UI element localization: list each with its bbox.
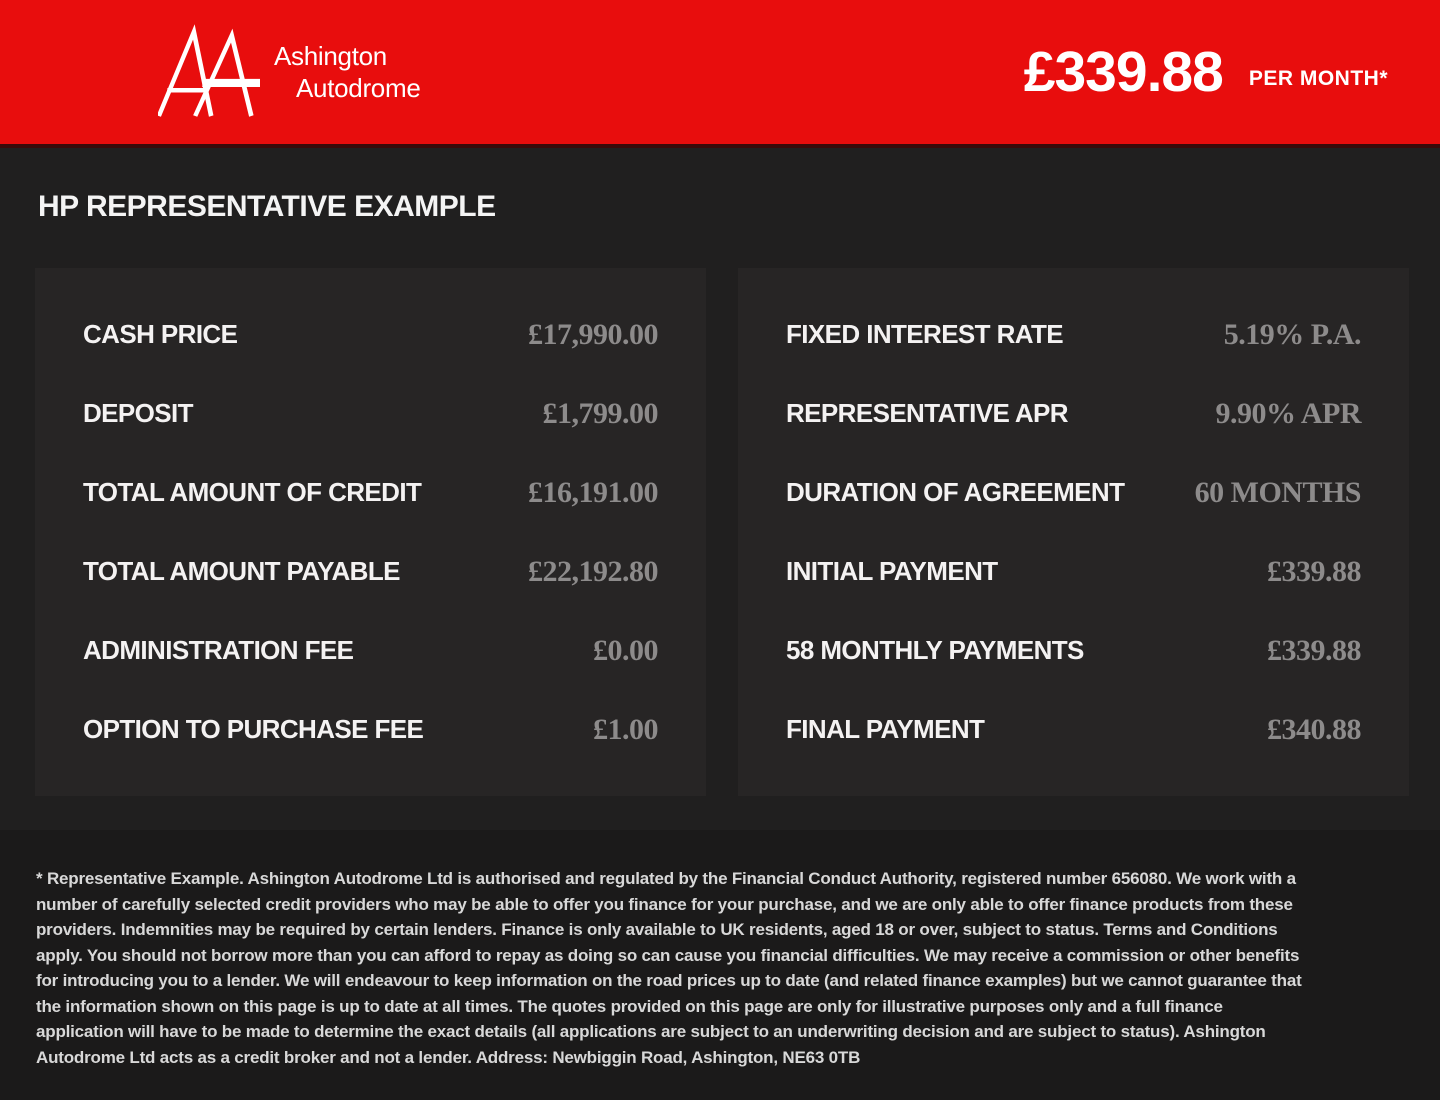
finance-value: 60 MONTHS [1194,475,1361,509]
finance-value: £1,799.00 [542,396,658,430]
finance-panels [35,268,1409,796]
finance-label: FINAL PAYMENT [786,714,985,744]
brand [158,22,420,122]
monthly-price [1024,39,1388,105]
finance-value: £17,990.00 [528,317,658,351]
finance-value: £339.88 [1267,633,1361,667]
finance-row-option-to-purchase-fee [83,690,658,769]
finance-row-admin-fee [83,611,658,690]
finance-label: DURATION OF AGREEMENT [786,477,1125,507]
finance-label: REPRESENTATIVE APR [786,398,1068,428]
brand-name-line1: Ashington [274,41,387,71]
finance-label: OPTION TO PURCHASE FEE [83,714,424,744]
finance-value: £1.00 [593,712,658,746]
finance-row-deposit [83,374,658,453]
finance-row-final-payment [786,690,1361,769]
finance-label: FIXED INTEREST RATE [786,319,1064,349]
finance-value: 9.90% APR [1215,396,1361,430]
finance-value: £340.88 [1267,712,1361,746]
finance-example-section [0,148,1440,830]
brand-name-line2: Autodrome [296,73,421,103]
finance-row-representative-apr [786,374,1361,453]
finance-row-monthly-payments [786,611,1361,690]
finance-value: £339.88 [1267,554,1361,588]
aa-monogram-icon [158,22,260,122]
disclaimer-footer [0,830,1440,1100]
finance-label: DEPOSIT [83,398,193,428]
finance-row-initial-payment [786,532,1361,611]
finance-row-fixed-interest-rate [786,295,1361,374]
disclaimer-text: * Representative Example. Ashington Autodrome Ltd is authorised and regulated by the Financial Conduct Authority, registered number 656080. We work with a number of carefully selected credit providers who may be able to offer you finance for your purchase, and we are only able to offer finance products from these providers. Indemnities may be required by certain lenders. Finance is only available to UK residents, aged 18 or over, subject to status. Terms and Conditions apply. You should not borrow more than you can afford to repay as doing so can cause you financial difficulties. We may receive a commission or other benefits for introducing you to a lender. We will endeavour to keep information on the road prices up to date (and related finance examples) but we cannot guarantee that the information shown on this page is up to date at all times. The quotes provided on this page are only for illustrative purposes only and a full finance application will have to be made to determine the exact details (all applications are subject to an underwriting decision and are subject to status). Ashington Autodrome Ltd acts as a credit broker and not a lender. Address: Newbiggin Road, Ashington, NE63 0TB [36,869,1302,1067]
finance-label: ADMINISTRATION FEE [83,635,354,665]
monthly-price-amount: £339.88 [1023,40,1223,104]
finance-label: TOTAL AMOUNT OF CREDIT [83,477,422,507]
finance-label: INITIAL PAYMENT [786,556,998,586]
finance-value: £22,192.80 [528,554,658,588]
finance-row-total-credit [83,453,658,532]
header-banner [0,0,1440,148]
finance-label: 58 MONTHLY PAYMENTS [786,635,1084,665]
finance-row-cash-price [83,295,658,374]
finance-panel-left [35,268,706,796]
finance-label: TOTAL AMOUNT PAYABLE [83,556,400,586]
finance-panel-right [738,268,1409,796]
finance-value: £0.00 [593,633,658,667]
page-title: HP REPRESENTATIVE EXAMPLE [38,190,496,223]
finance-row-total-payable [83,532,658,611]
finance-value: £16,191.00 [528,475,658,509]
brand-name [274,40,420,104]
finance-label: CASH PRICE [83,319,238,349]
finance-row-duration [786,453,1361,532]
finance-value: 5.19% P.A. [1223,317,1361,351]
monthly-price-suffix: PER MONTH* [1248,67,1388,90]
